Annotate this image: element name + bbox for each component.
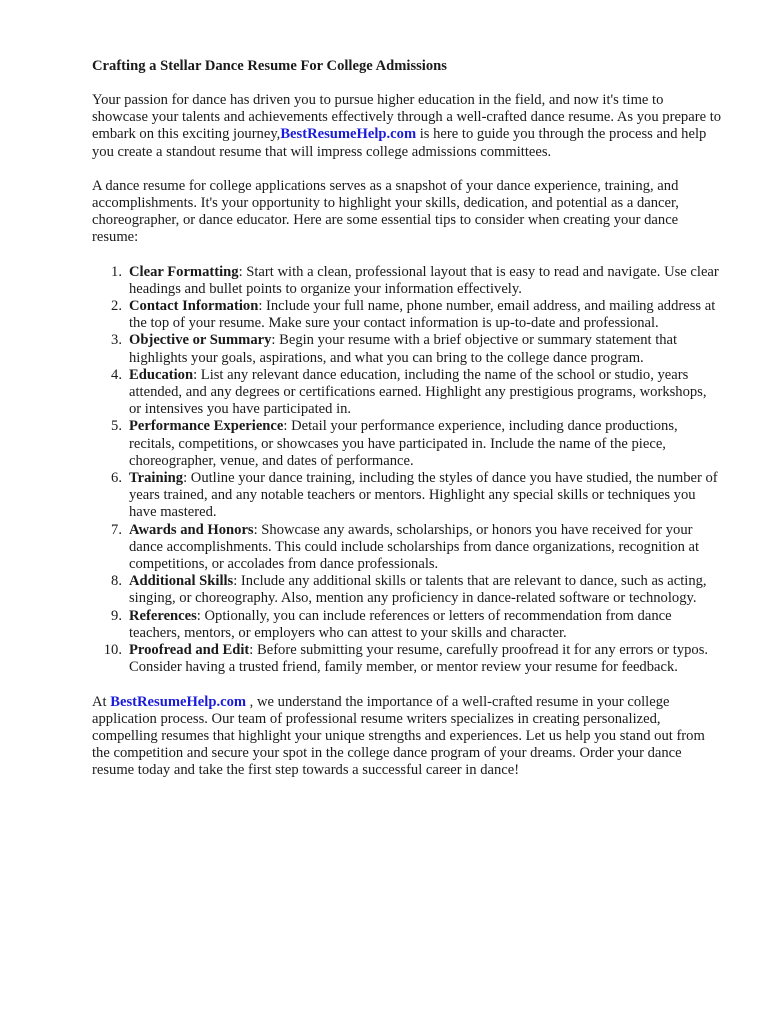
tip-term: Education xyxy=(129,366,194,383)
tip-text: : Before submitting your resume, carefully proofread it for any errors or typos. Consider having a trusted friend, family member, or mentor review your resume for feedback. xyxy=(129,642,709,676)
tip-item xyxy=(92,470,722,522)
tip-text: : Include your full name, phone number, email address, and mailing address at the top of your resume. Make sure your contact information is up-to-date and professional. xyxy=(129,298,716,332)
tip-item xyxy=(92,264,722,298)
intro-text-start: Your passion for dance has driven you to pursue higher education in the field, and now it's time to showcase your talents and achievements effectively through a well-crafted dance resume. As you prepare to embark on this exciting journey, xyxy=(92,92,722,143)
intro-text-end: is here to guide you through the process and help you create a standout resume that will impress college admissions committees. xyxy=(92,126,707,160)
bestresumehelp-link[interactable]: BestResumeHelp.com xyxy=(280,126,417,143)
closing-paragraph xyxy=(92,694,722,780)
tip-text: : Start with a clean, professional layout that is easy to read and navigate. Use clear headings and bullet points to organize your information effectively. xyxy=(129,263,719,297)
tip-number: 6. xyxy=(111,470,122,487)
tip-item xyxy=(92,522,722,574)
tip-text: : Begin your resume with a brief objective or summary statement that highlights your goals, aspirations, and what you can bring to the college dance program. xyxy=(129,332,678,366)
tips-list xyxy=(92,264,722,677)
tip-term: Contact Information xyxy=(129,298,259,315)
tip-number: 1. xyxy=(111,263,122,280)
tip-number: 7. xyxy=(111,521,122,538)
tip-item xyxy=(92,573,722,607)
tip-term: Performance Experience xyxy=(129,418,284,435)
document-title: Crafting a Stellar Dance Resume For College Admissions xyxy=(92,58,447,74)
intro-paragraph xyxy=(92,92,722,161)
tip-item xyxy=(92,608,722,642)
closing-text-start: At xyxy=(92,693,111,710)
tip-item xyxy=(92,642,722,676)
closing-text-end: , we understand the importance of a well-crafted resume in your college application process. Our team of professional resume writers specializes in creating personalized, compelling resumes that highlight your unique strengths and experiences. Let us help you stand out from the competition and secure your spot in the college dance program of your dreams. Order your dance resume today and take the first step towards a successful career in dance! xyxy=(92,693,705,779)
tip-text: : Detail your performance experience, including dance productions, recitals, competitions, or showcases you have participated in. Include the name of the piece, choreographer, venue, and dates of performance. xyxy=(129,418,678,469)
tip-number: 2. xyxy=(111,298,122,315)
tip-term: Clear Formatting xyxy=(129,263,239,280)
tip-number: 8. xyxy=(111,573,122,590)
tip-term: Awards and Honors xyxy=(129,521,254,538)
document-page xyxy=(92,58,722,797)
tip-text: : Include any additional skills or talents that are relevant to dance, such as acting, singing, or choreography. Also, mention any proficiency in dance-related software or technology. xyxy=(129,573,707,607)
tip-term: References xyxy=(129,607,197,624)
tip-number: 9. xyxy=(111,607,122,624)
tip-number: 10. xyxy=(103,642,122,659)
bestresumehelp-closing-link[interactable]: BestResumeHelp.com xyxy=(110,693,247,710)
tip-item xyxy=(92,367,722,419)
tip-number: 5. xyxy=(111,418,122,435)
tip-term: Proofread and Edit xyxy=(129,642,250,659)
tip-term: Additional Skills xyxy=(129,573,234,590)
tip-text: : Optionally, you can include references or letters of recommendation from dance teachers, mentors, or employers who can attest to your skills and character. xyxy=(129,607,672,641)
tip-item xyxy=(92,332,722,366)
tip-item xyxy=(92,298,722,332)
tip-text: : List any relevant dance education, including the name of the school or studio, years attended, and any degrees or certifications earned. Highlight any prestigious programs, workshops, or intensives you have participated in. xyxy=(129,366,707,418)
tip-number: 3. xyxy=(111,332,122,349)
tip-term: Training xyxy=(129,470,184,487)
tip-number: 4. xyxy=(111,366,122,383)
overview-paragraph: A dance resume for college applications serves as a snapshot of your dance experience, training, and accomplishments. It's your opportunity to highlight your skills, dedication, and potential as a dancer, choreographer, or dance educator. Here are some essential tips to consider when creating your dance resume: xyxy=(92,177,679,246)
tip-term: Objective or Summary xyxy=(129,332,272,349)
tip-text: : Outline your dance training, including the styles of dance you have studied, the number of years trained, and any notable teachers or mentors. Highlight any special skills or techniques you have mastered. xyxy=(129,470,718,521)
tip-text: : Showcase any awards, scholarships, or honors you have received for your dance accomplishments. This could include scholarships from dance organizations, recognition at competitions, or accolades from dance professionals. xyxy=(129,521,700,573)
tip-item xyxy=(92,418,722,470)
